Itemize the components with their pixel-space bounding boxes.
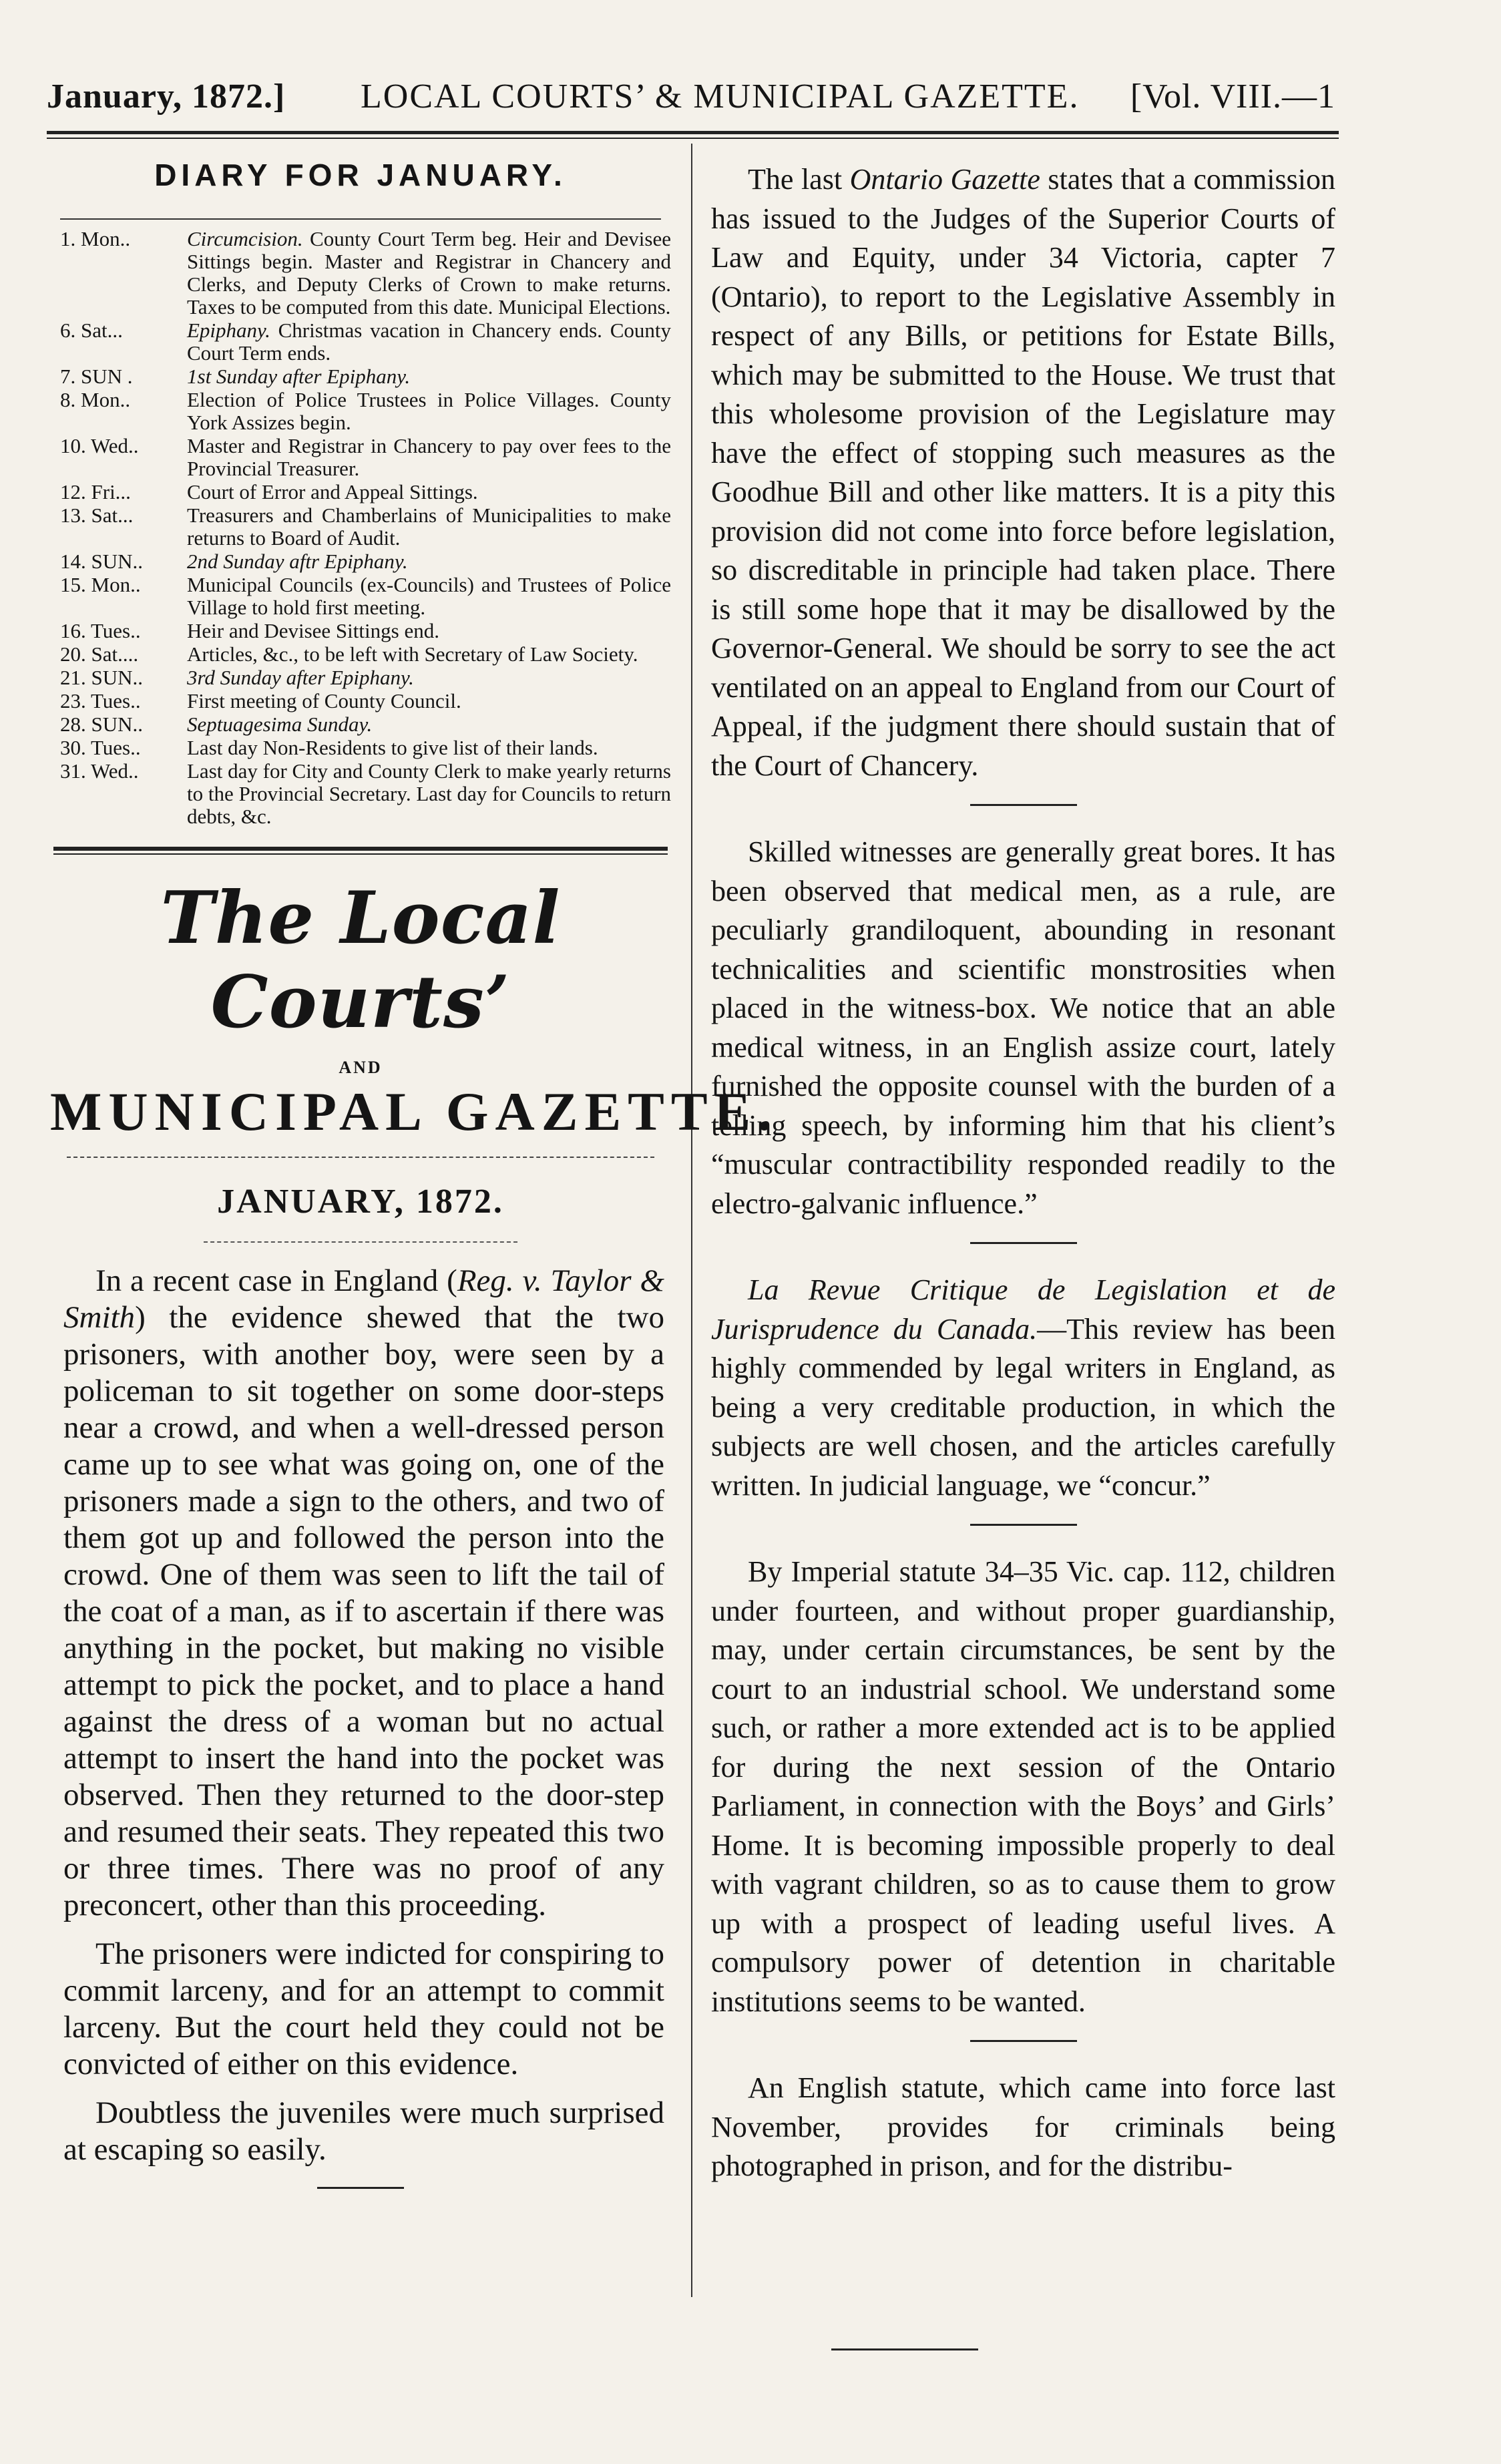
diary-note: Christmas vacation in Chancery ends. County Court Term ends. bbox=[187, 319, 671, 365]
separator-rule bbox=[970, 1524, 1077, 1526]
diary-note: Treasurers and Chamberlains of Municipalities to make returns to Board of Audit. bbox=[187, 503, 671, 550]
case-name: Reg. v. Taylor & Smith bbox=[63, 1263, 664, 1335]
left-column bbox=[50, 144, 778, 2189]
diary-date: 21. SUN.. bbox=[60, 666, 144, 689]
diary-date: 8. Mon.. bbox=[60, 388, 131, 411]
article-paragraph: In a recent case in England (Reg. v. Taylor & Smith) the evidence shewed that the two prisoners, with another boy, were seen by a policeman to sit together on some door-steps near a crowd, and when a well-dressed person came up to see what was going on, one of the prisoners made a sign to the others, and two of them got up and followed the person into the crowd. One of them was seen to lift the tail of the coat of a man, as if to ascertain if there was anything in the pocket, but making no visible attempt to pick the pocket, and to place a hand against the dress of a woman but no actual attempt to insert the hand into the pocket was observed. Then they returned to the door-step and resumed their seats. They repeated this two or three times. There was no proof of any preconcert, other than this proceeding. bbox=[63, 1263, 664, 1922]
diary-entry bbox=[53, 620, 671, 642]
column-divider bbox=[691, 144, 692, 2297]
diary-note: Last day Non-Residents to give list of their lands. bbox=[187, 736, 598, 759]
masthead-date-rule bbox=[204, 1241, 517, 1243]
diary-date: 7. SUN . bbox=[60, 365, 133, 388]
header-title: LOCAL COURTS’ & MUNICIPAL GAZETTE. bbox=[361, 77, 1080, 116]
diary-entry bbox=[53, 504, 671, 550]
paragraph-imperial-statute: By Imperial statute 34–35 Vic. cap. 112, children under fourteen, and without proper guardianship, may, under certain circumstances, be sent by the court to an industrial school. We understand some such, or rather a more extended act is to be applied for during the next session of the Ontario Parliament, in connection with the Boys’ and Girls’ Home. It is becoming impossible properly to deal with vagrant children, so as to cause them to grow up with a prospect of leading useful lives. A compulsory power of detention in charitable institutions seems to be wanted. bbox=[711, 1555, 1335, 2018]
diary-entry bbox=[53, 389, 671, 434]
diary-date: 28. SUN.. bbox=[60, 712, 144, 736]
masthead-title: The Local Courts’ bbox=[160, 876, 561, 1044]
masthead-rule bbox=[67, 1157, 654, 1158]
header-rule-thick bbox=[47, 131, 1339, 134]
diary-text bbox=[187, 760, 671, 828]
publication-name: La Revue Critique de Legislation et de Jurisprudence du Canada. bbox=[711, 1273, 1335, 1346]
diary-text bbox=[187, 504, 671, 550]
diary-text bbox=[187, 435, 671, 480]
diary-date: 12. Fri... bbox=[60, 480, 131, 503]
diary-date: 31. Wed.. bbox=[60, 759, 139, 783]
diary-entry bbox=[53, 760, 671, 828]
diary-date: 30. Tues.. bbox=[60, 736, 141, 759]
diary-title: DIARY FOR JANUARY. bbox=[154, 158, 567, 192]
diary-note: Last day for City and County Clerk to make yearly returns to the Provincial Secretary. Last day for Councils to return debts, &c. bbox=[187, 759, 671, 828]
diary-text bbox=[187, 737, 671, 759]
diary-text bbox=[187, 365, 671, 388]
diary-entry bbox=[53, 435, 671, 480]
article-paragraph: The prisoners were indicted for conspiring to commit larceny, and for an attempt to commit larceny. But the court held they could not be convicted of either on this evidence. bbox=[63, 1936, 664, 2081]
diary-rule bbox=[60, 218, 661, 220]
diary-entry bbox=[53, 228, 671, 319]
diary-note: County Court Term beg. Heir and Devisee Sittings begin. Master and Registrar in Chancery and Clerks, and Deputy Clerks of Crown to make returns. Taxes to be computed from this date. Municipal Elections. bbox=[187, 227, 671, 319]
diary-feast: Epiphany. bbox=[187, 319, 270, 342]
article-end-rule bbox=[317, 2187, 404, 2189]
diary-entry bbox=[53, 481, 671, 503]
diary-feast: 1st Sunday after Epiphany. bbox=[187, 365, 411, 388]
diary-text bbox=[187, 666, 671, 689]
diary-note: Articles, &c., to be left with Secretary of Law Society. bbox=[187, 642, 638, 666]
diary-entry bbox=[53, 365, 671, 388]
diary-date: 1. Mon.. bbox=[60, 227, 131, 250]
header-volume: [Vol. VIII.—1 bbox=[1130, 77, 1335, 116]
paragraph-ontario-gazette: The last Ontario Gazette states that a commission has issued to the Judges of the Superior Courts of Law and Equity, under 34 Victoria, capter 7 (Ontario), to report to the Legislative Assembly in respect of any Bills, or petitions for Estate Bills, which may be submitted to the House. We trust that this wholesome provision of the Legislature may have the effect of stopping such measures as the Goodhue Bill and other like matters. It is a pity this provision did not come into force before legislation, so discreditable in principle had taken place. There is still some hope that it may be disallowed by the Governor-General. We should be sorry to see the act ventilated on an appeal to England from our Court of Appeal, if the judgment there should sustain that of the Court of Chancery. bbox=[711, 163, 1335, 782]
separator-rule bbox=[970, 2040, 1077, 2042]
diary-end-rule bbox=[53, 847, 668, 851]
diary-date: 16. Tues.. bbox=[60, 619, 141, 642]
diary-list bbox=[50, 228, 671, 828]
diary-note: Heir and Devisee Sittings end. bbox=[187, 619, 439, 642]
diary-feast: 3rd Sunday after Epiphany. bbox=[187, 666, 414, 689]
diary-feast: 2nd Sunday aftr Epiphany. bbox=[187, 550, 408, 573]
diary-entry bbox=[53, 643, 671, 666]
article-paragraph: Doubtless the juveniles were much surprised at escaping so easily. bbox=[63, 2095, 664, 2167]
diary-text bbox=[187, 643, 671, 666]
right-column bbox=[711, 160, 1335, 2186]
diary-text bbox=[187, 550, 671, 573]
diary-date: 10. Wed.. bbox=[60, 434, 139, 457]
publication-name: Ontario Gazette bbox=[849, 163, 1040, 196]
diary-date: 13. Sat... bbox=[60, 503, 134, 527]
running-head bbox=[47, 63, 1335, 117]
diary-note: Municipal Councils (ex-Councils) and Trustees of Police Village to hold first meeting. bbox=[187, 573, 671, 619]
diary-text bbox=[187, 713, 671, 736]
diary-date: 20. Sat.... bbox=[60, 642, 139, 666]
masthead-subtitle: MUNICIPAL GAZETTE. bbox=[50, 1081, 778, 1142]
masthead-date: JANUARY, 1872. bbox=[217, 1183, 504, 1221]
paragraph-skilled-witnesses: Skilled witnesses are generally great bores. It has been observed that medical men, as a rule, are peculiarly grandiloquent, abounding in resonant technicalities and scientific monstrosities when placed in the witness-box. We notice that an able medical witness, in an English assize court, lately furnished the opposite counsel with the burden of a telling speech, by informing him that his client’s “muscular contractibility responded readily to the electro-galvanic influence.” bbox=[711, 835, 1335, 1220]
header-rule-thin bbox=[47, 138, 1339, 139]
diary-text bbox=[187, 389, 671, 434]
diary-entry bbox=[53, 574, 671, 619]
diary-text bbox=[187, 228, 671, 319]
diary-text bbox=[187, 574, 671, 619]
diary-text bbox=[187, 690, 671, 712]
separator-rule bbox=[970, 804, 1077, 806]
masthead-and: AND bbox=[339, 1058, 383, 1077]
diary-text bbox=[187, 481, 671, 503]
diary-note: Election of Police Trustees in Police Villages. County York Assizes begin. bbox=[187, 388, 671, 434]
paragraph-english-statute: An English statute, which came into force last November, provides for criminals being photographed in prison, and for the distribu- bbox=[711, 2071, 1335, 2182]
separator-rule bbox=[970, 1242, 1077, 1244]
diary-feast: Circumcision. bbox=[187, 227, 303, 250]
diary-date: 14. SUN.. bbox=[60, 550, 144, 573]
bottom-rule bbox=[831, 2348, 978, 2350]
diary-date: 15. Mon.. bbox=[60, 573, 141, 596]
diary-entry bbox=[53, 550, 671, 573]
diary-date: 23. Tues.. bbox=[60, 689, 141, 712]
diary-entry bbox=[53, 666, 671, 689]
diary-text bbox=[187, 620, 671, 642]
diary-entry bbox=[53, 713, 671, 736]
diary-date: 6. Sat... bbox=[60, 319, 123, 342]
diary-feast: Septuagesima Sunday. bbox=[187, 712, 373, 736]
article-reg-v-taylor bbox=[50, 1263, 671, 2168]
diary-end-rule-thin bbox=[53, 853, 668, 855]
diary-entry bbox=[53, 737, 671, 759]
diary-text bbox=[187, 319, 671, 365]
diary-note: First meeting of County Council. bbox=[187, 689, 461, 712]
header-date: January, 1872.] bbox=[47, 77, 286, 116]
diary-entry bbox=[53, 319, 671, 365]
diary-entry bbox=[53, 690, 671, 712]
diary-note: Court of Error and Appeal Sittings. bbox=[187, 480, 478, 503]
diary-note: Master and Registrar in Chancery to pay over fees to the Provincial Treasurer. bbox=[187, 434, 671, 480]
paragraph-revue-critique: La Revue Critique de Legislation et de Jurisprudence du Canada.—This review has been highly commended by legal writers in England, as being a very creditable production, in which the subjects are well chosen, and the articles carefully written. In judicial language, we “concur.” bbox=[711, 1273, 1335, 1502]
